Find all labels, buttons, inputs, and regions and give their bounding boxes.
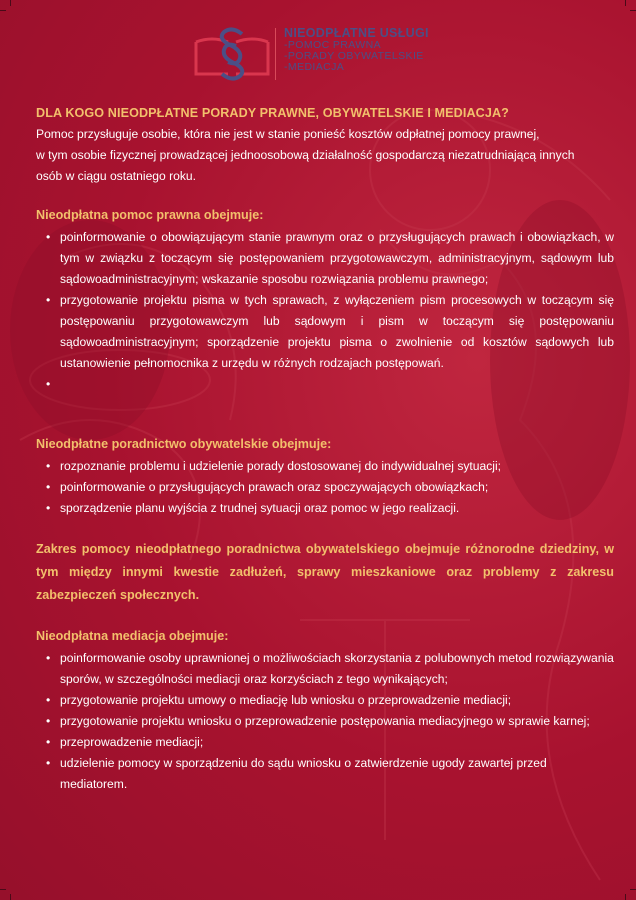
legal-aid-list [36, 227, 614, 395]
crop-mark [625, 0, 626, 6]
page-title: DLA KOGO NIEODPŁATNE PORADY PRAWNE, OBYWATELSKIE I MEDIACJA? [36, 106, 509, 120]
main-content [36, 104, 614, 795]
crop-mark [625, 894, 626, 900]
crop-mark [0, 889, 6, 890]
intro-line: Pomoc przysługuje osobie, która nie jest w stanie ponieść kosztów odpłatnej pomocy prawnej, [36, 127, 540, 141]
crop-mark [0, 10, 6, 11]
list-item [36, 374, 614, 395]
list-item: • poinformowanie o przysługujących prawach oraz spoczywających obowiązkach; [36, 477, 614, 498]
brand-line-legal-aid: -POMOC PRAWNA [284, 39, 381, 51]
list-item: • poinformowanie o obowiązującym stanie prawnym oraz o przysługujących prawach i obowiązkach, w tym w związku z toczącym się postępowaniem przygotowawczym, administracyjnym, sądowym lub sądowoadministracyjnym; wskazanie sposobu rozwiązania problemu prawnego; [36, 227, 614, 290]
scope-highlight: Zakres pomocy nieodpłatnego poradnictwa obywatelskiego obejmuje różnorodne dziedziny, w tym między innymi kwestie zadłużeń, sprawy mieszkaniowe oraz problemy z zakresu zabezpieczeń społecznych. [36, 542, 614, 602]
legal-aid-heading: Nieodpłatna pomoc prawna obejmuje: [36, 208, 264, 222]
list-item: • udzielenie pomocy w sporządzeniu do sądu wniosku o zatwierdzenie ugody zawartej przed mediatorem. [36, 753, 614, 795]
list-item: • sporządzenie planu wyjścia z trudnej sytuacji oraz pomoc w jego realizacji. [36, 498, 614, 519]
mediation-heading: Nieodpłatna mediacja obejmuje: [36, 629, 229, 643]
brand-block [284, 26, 462, 73]
brand-line-mediation: -MEDIACJA [284, 61, 345, 73]
brand-title: NIEODPŁATNE USŁUGI [284, 26, 429, 40]
crop-mark [10, 894, 11, 900]
list-item: • poinformowanie osoby uprawnionej o możliwościach skorzystania z polubownych metod rozwiązywania sporów, w szczególności mediacji oraz korzyściach z tego wynikających; [36, 648, 614, 690]
brand-divider [275, 28, 276, 80]
intro-paragraph [36, 124, 614, 187]
list-item: • rozpoznanie problemu i udzielenie porady dostosowanej do indywidualnej sytuacji; [36, 456, 614, 477]
intro-line: osób w ciągu ostatniego roku. [36, 169, 197, 183]
header [192, 24, 462, 84]
crop-mark [630, 10, 636, 11]
list-item: • przygotowanie projektu pisma w tych sprawach, z wyłączeniem pism procesowych w toczącym się postępowaniu przygotowawczym lub sądowym i pism w toczącym się postępowaniu sądowoadministracyjnym; sporządzenie projektu pisma o zwolnienie od kosztów sądowych lub ustanowienie pełnomocnika z urzędu w różnych rodzajach postępowań. [36, 290, 614, 374]
list-item: • przygotowanie projektu umowy o mediację lub wniosku o przeprowadzenie mediacji; [36, 690, 614, 711]
brand-line-civic-advice: -PORADY OBYWATELSKIE [284, 50, 424, 62]
list-item: • przygotowanie projektu wniosku o przeprowadzenie postępowania mediacyjnego w sprawie karnej; [36, 711, 614, 732]
list-item: • przeprowadzenie mediacji; [36, 732, 614, 753]
civic-advice-list [36, 456, 614, 519]
mediation-list [36, 648, 614, 795]
crop-mark [630, 889, 636, 890]
crop-mark [10, 0, 11, 6]
civic-advice-heading: Nieodpłatne poradnictwo obywatelskie obejmuje: [36, 437, 332, 451]
intro-line: w tym osobie fizycznej prowadzącej jednoosobową działalność gospodarczą niezatrudniającą innych [36, 148, 575, 162]
paragraph-book-logo-icon [192, 24, 272, 84]
